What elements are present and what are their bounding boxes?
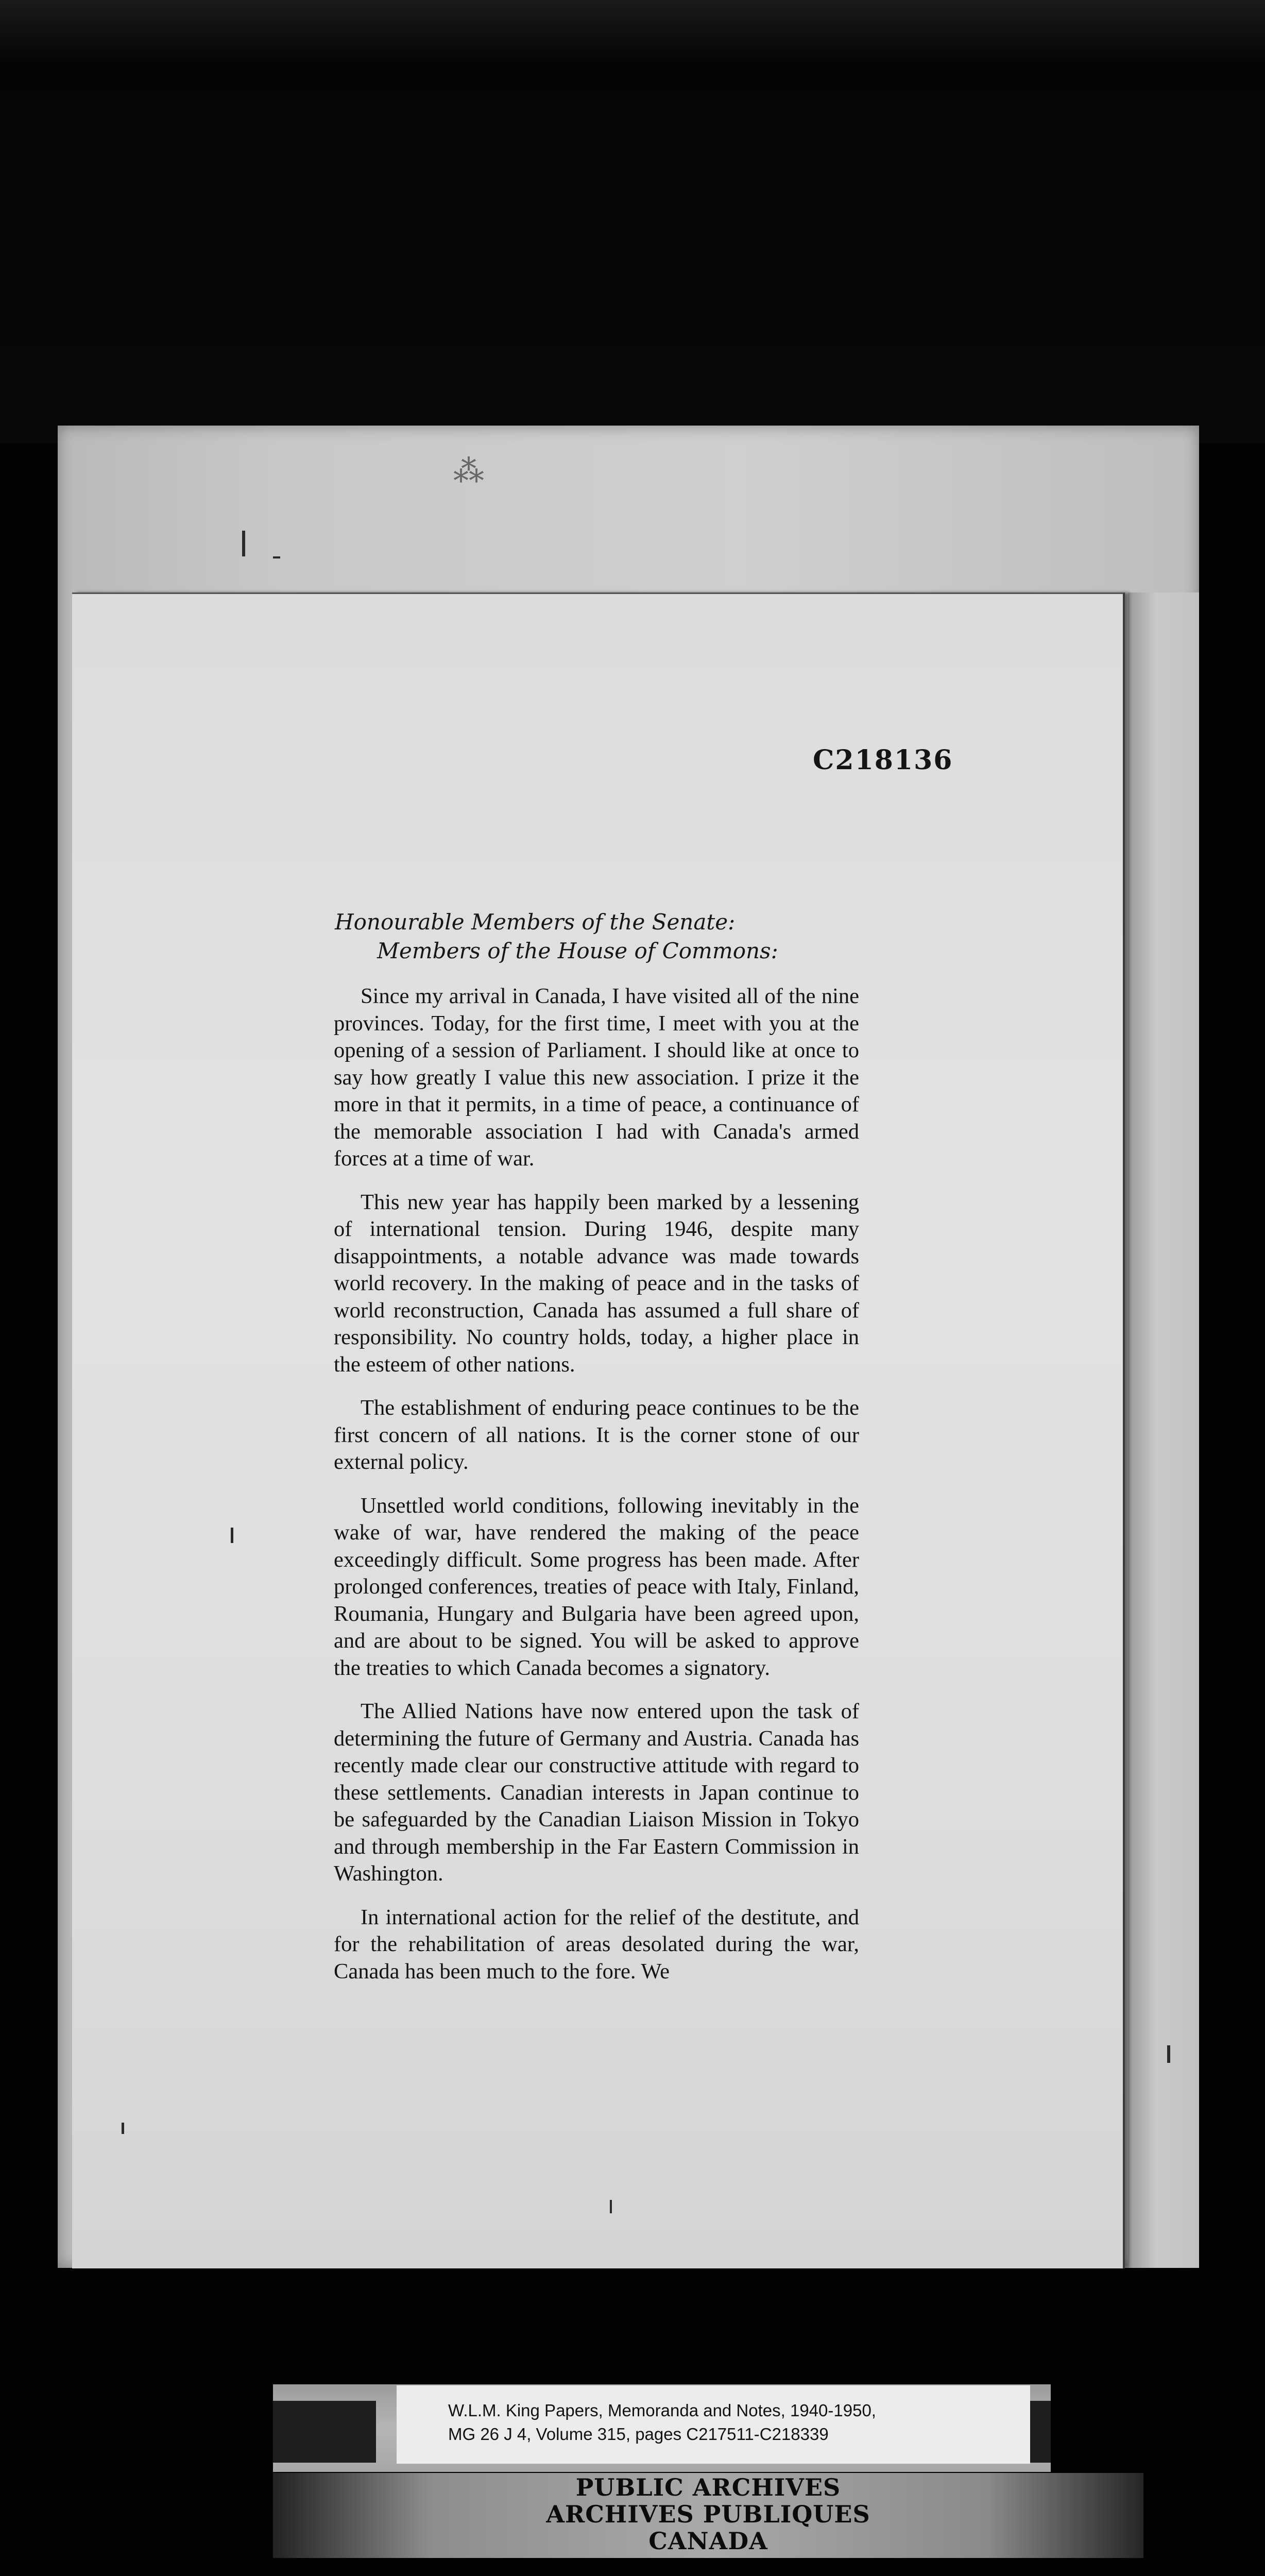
backing-sheet-edge	[1128, 592, 1199, 2268]
salutation-commons: Members of the House of Commons:	[377, 938, 778, 963]
paper-mark	[273, 556, 280, 558]
paper-mark	[122, 2123, 124, 2134]
speech-paragraph: Since my arrival in Canada, I have visited all of the nine provinces. Today, for the first time, I meet with you at the opening of a session of Parliament. I should like at once to say how greatly I value this new association. I prize it the more in that it permits, in a time of peace, a continuance of the memorable association I had with Canada's armed forces at a time of war.	[334, 984, 859, 1171]
document-stamp-number: C218136	[813, 744, 953, 776]
speech-body	[334, 983, 859, 1985]
speech-paragraph: This new year has happily been marked by a lessening of international tension. During 1946, despite many disappointments, a notable advance was made towards world recovery. In the making of peace and in the tasks of world reconstruction, Canada has assumed a full share of responsibility. No country holds, today, a higher place in the esteem of other nations.	[334, 1190, 859, 1377]
salutation-senate: Honourable Members of the Senate:	[335, 909, 736, 935]
speech-paragraph: Unsettled world conditions, following inevitably in the wake of war, have rendered the making of the peace exceedingly difficult. Some progress has been made. After prolonged conferences, treaties of peace with Italy, Finland, Roumania, Hungary and Bulgaria have been agreed upon, and are about to be signed. You will be asked to approve the treaties to which Canada becomes a signatory.	[334, 1493, 859, 1680]
reference-label-line2: MG 26 J 4, Volume 315, pages C217511-C218339	[448, 2425, 829, 2444]
archive-stamp	[273, 2474, 1143, 2554]
paper-mark	[231, 1528, 233, 1543]
speech-paragraph: The Allied Nations have now entered upon the task of determining the future of Germany and Austria. Canada has recently made clear our constructive attitude with regard to these settlements. Canadian interests in Japan continue to be safeguarded by the Canadian Liaison Mission in Tokyo and through membership in the Far Eastern Commission in Washington.	[334, 1699, 859, 1886]
archive-stamp-line1: PUBLIC ARCHIVES	[575, 2473, 841, 2501]
label-backing-dark	[273, 2401, 376, 2463]
paper-mark	[1167, 2045, 1170, 2063]
paper-mark	[610, 2200, 612, 2213]
archive-stamp-line3: CANADA	[648, 2527, 768, 2555]
paper-mark	[242, 531, 245, 556]
reference-label	[397, 2385, 1030, 2464]
film-border-top	[0, 0, 1265, 443]
archive-stamp-line2: ARCHIVES PUBLIQUES	[546, 2500, 870, 2528]
speech-paragraph: In international action for the relief of the destitute, and for the rehabilitation of areas desolated during the war, Canada has been much to the fore. We	[334, 1905, 859, 1984]
paper-mark: ⁂	[453, 453, 484, 489]
reference-label-line1: W.L.M. King Papers, Memoranda and Notes, 1940-1950,	[448, 2401, 876, 2420]
speech-paragraph: The establishment of enduring peace continues to be the first concern of all nations. It is the corner stone of our external policy.	[334, 1396, 859, 1474]
